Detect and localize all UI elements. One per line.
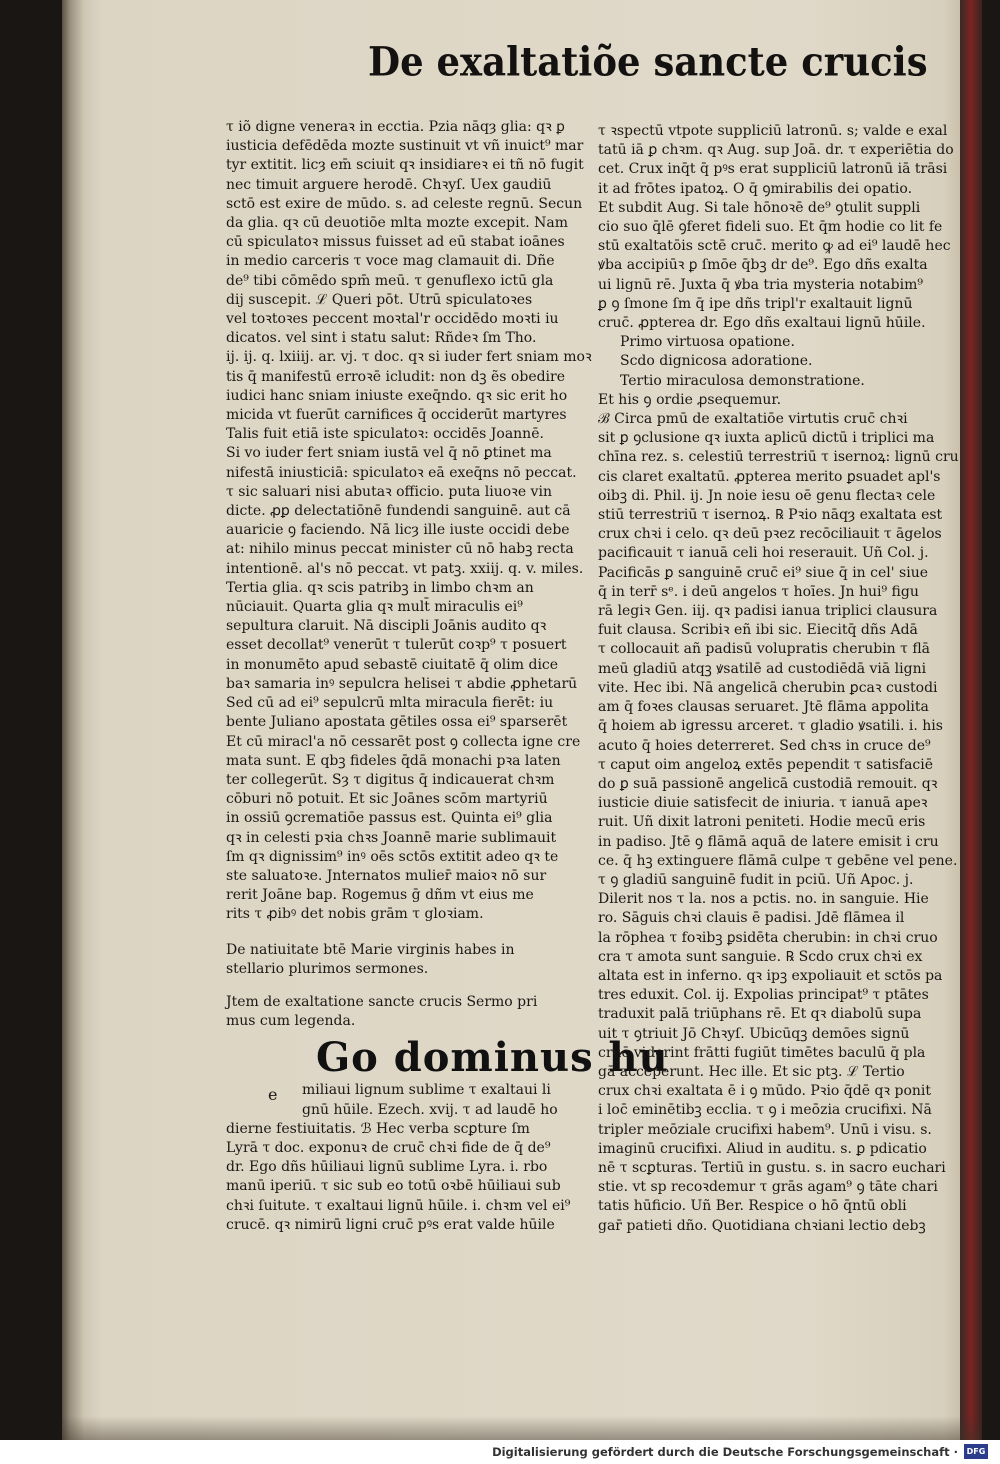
text-line: rerit Joāne bap. Rogemus ḡ dñm vt eius me xyxy=(226,887,534,904)
text-line: oibꝫ di. Phil. ij. Jn noie iesu oē genu flectaꝛ cele xyxy=(598,487,936,504)
text-line: cis claret exaltatū. ꝓpterea merito ꝑsuadet apl's xyxy=(598,468,941,485)
text-line: Scdo dignicosa adoratione. xyxy=(620,353,813,370)
text-line: chꝛi ſuitute. τ exaltaui lignū hūile. i. chꝛm vel ei⁹ xyxy=(226,1197,571,1214)
text-line: nē τ scꝑturas. Tertiū in gustu. s. in sacro euchari xyxy=(598,1159,946,1176)
text-line: iudici hanc sniam iniuste exeq̄ndo. qꝛ sic erit ho xyxy=(226,387,568,404)
text-line: imaginū crucifixi. Aliud in auditu. s. ꝑ pdicatio xyxy=(598,1140,927,1157)
text-line: Et his ꝯ ordie ꝓsequemur. xyxy=(598,391,782,408)
text-line: iusticie diuie satisfecit de iniuria. τ ianuā apeꝛ xyxy=(598,795,928,812)
text-line: τ ꝯ gladiū sanguinē fudit in pciū. Uñ Apoc. j. xyxy=(598,871,914,888)
text-line: cet. Crux inq̄t q̄ pꝰs erat suppliciū latronū iā trāsi xyxy=(598,161,948,178)
text-line: am q̄ foꝛes clausas seruaret. Jtē flāma appolita xyxy=(598,699,929,716)
right-column-body-continued xyxy=(598,391,959,1236)
text-line: stū exaltatōis sctē cruc̄. merito ꝙ ad ei⁹ laudē hec xyxy=(598,238,951,255)
text-line: ſm qꝛ dignissim⁹ inꝰ oēs sctōs extitit adeo qꝛ te xyxy=(226,848,559,865)
text-line: in ossiū ꝯcrematiōe passus est. Quinta ei⁹ glia xyxy=(226,810,553,827)
text-line: sit ꝑ ꝯclusione qꝛ iuxta aplicū dictū i triplici ma xyxy=(598,430,935,447)
text-line: in monumēto apud sebastē ciuitatē q̄ olim dice xyxy=(226,656,559,673)
text-line: De natiuitate btē Marie virginis habes in xyxy=(226,941,515,958)
text-line: de⁹ tibi cōmēdo spm̄ meū. τ genuflexo ictū gla xyxy=(226,272,554,289)
right-text-column xyxy=(598,122,959,1236)
text-line: ℬ Circa pmū de exaltatiōe virtutis cruc̄ chꝛi xyxy=(598,411,908,428)
text-line: auaricie ꝯ faciendo. Nā licȝ ille iuste occidi debe xyxy=(226,522,570,539)
text-line: qꝛ in celesti pꝛia chꝛs Joannē marie sublimauit xyxy=(226,829,557,846)
text-line: tis q̄ manifestū erroꝛē icludit: non dꝫ ẽs obedire xyxy=(226,368,566,385)
text-line: miliaui lignum sublime τ exaltaui li xyxy=(302,1082,551,1099)
text-line: Jtem de exaltatione sancte crucis Sermo pri xyxy=(226,993,538,1010)
text-line: Sed cū ad ei⁹ sepulcrū mlta miracula fierēt: iu xyxy=(226,695,554,712)
text-line: micida vt fuerūt carnifices q̄ occiderūt martyres xyxy=(226,407,567,424)
text-line: gar̄ patieti dño. Quotidiana chꝛiani lectio debꝫ xyxy=(598,1217,926,1234)
text-line: dicatos. vel sint i statu salut: Rñdeꝛ ſm Tho. xyxy=(226,330,537,347)
text-line: nūciauit. Quarta glia qꝛ mult̄ miraculis ei⁹ xyxy=(226,599,523,616)
left-column-body xyxy=(226,118,592,925)
text-line: crucē. qꝛ nimirū ligni cruc̄ pꝰs erat valde hūile xyxy=(226,1216,555,1233)
text-line: tres eduxit. Col. ij. Expolias principat⁹ τ ptātes xyxy=(598,987,929,1004)
text-line: Si vo iuder fert sniam iustā vel q̄ nō ꝑtinet ma xyxy=(226,445,552,462)
text-line: ui lignū rē. Juxta q̄ ꝟba tria mysteria notabim⁹ xyxy=(598,276,923,293)
text-line: uit τ ꝯtriuit Jō Chꝛyſ. Ubicūqꝫ demōes signū xyxy=(598,1025,910,1042)
text-line: tyr extitit. licȝ em̄ sciuit qꝛ insidiareꝛ ei tñ nō fugit xyxy=(226,157,584,174)
three-mysteries-list xyxy=(598,333,954,391)
text-line: ij. ij. q. lxiiij. ar. vj. τ doc. qꝛ si iuder fert sniam moꝛ xyxy=(226,349,592,366)
text-line: Lyrā τ doc. exponuꝛ de cruc̄ chꝛi fide de q̄ de⁹ xyxy=(226,1139,551,1156)
text-line: Et subdit Aug. Si tale hōnoꝛē de⁹ ꝯtulit suppli xyxy=(598,199,921,216)
footer-bar xyxy=(0,1440,1000,1464)
text-line: mus cum legenda. xyxy=(226,1013,356,1030)
left-text-column xyxy=(226,118,669,1235)
text-line: Primo virtuosa opatione. xyxy=(620,334,795,351)
text-line: baꝛ samaria inꝰ sepulcra helisei τ abdie ꝓphetarū xyxy=(226,675,578,692)
text-line: tatū iā ꝑ chꝛm. qꝛ Aug. sup Joā. dr. τ experiētia do xyxy=(598,142,954,159)
text-line: crux chꝛi i celo. qꝛ deū pꝛez recōciliauit τ āgelos xyxy=(598,526,942,543)
text-line: q̄ hoiem ab igressu arceret. τ gladio ꝟsatili. i. his xyxy=(598,718,943,735)
initial-letter: e xyxy=(268,1085,278,1105)
text-line: stellario plurimos sermones. xyxy=(226,960,429,977)
text-line: dicte. ꝓꝑ delectatiōnē fundendi sanguinē. aut cā xyxy=(226,503,571,520)
text-line: da glia. qꝛ cū deuotiōe mlta mozte excepit. Nam xyxy=(226,215,569,232)
sermon-heading xyxy=(226,993,586,1031)
text-line: nec timuit arguere herodē. Chꝛyſ. Uex gaudiū xyxy=(226,176,552,193)
text-line: sctō est exire de mūdo. s. ad celeste regnū. Secun xyxy=(226,195,583,212)
text-line: stie. vt sp recoꝛdemur τ grās agam⁹ ꝯ tāte chari xyxy=(598,1179,938,1196)
text-line: i loc̄ eminētibꝫ ecclia. τ ꝯ i meōzia crucifixi. Nā xyxy=(598,1102,932,1119)
text-line: ste saluatoꝛe. Jnternatos mulier̄ maioꝛ nō sur xyxy=(226,867,547,884)
text-line: nifestā iniusticiā: spiculatoꝛ eā exeq̄ns nō peccat. xyxy=(226,464,577,481)
text-line: Tertia glia. qꝛ scis patribꝫ in limbo chꝛm an xyxy=(226,579,534,596)
text-line: Dilerit nos τ la. nos a pctis. no. in sanguie. Hie xyxy=(598,891,929,908)
text-line: rā legiꝛ Gen. iij. qꝛ padisi ianua triplici clausura xyxy=(598,603,938,620)
text-line: dij suscepit. ℒ Queri pōt. Utrū spiculatoꝛes xyxy=(226,291,533,308)
sermon-opening xyxy=(226,1081,586,1119)
binding-edge xyxy=(960,0,982,1440)
text-line: cio suo q̄lē ꝯferet fideli suo. Et q̄m hodie co lit fe xyxy=(598,219,943,236)
text-line: traduxit palā triūphans rē. Et qꝛ diabolū supa xyxy=(598,1006,922,1023)
sermon-title-large: Go dominus hu xyxy=(316,1034,669,1082)
running-head: De exaltatiõe sancte crucis xyxy=(368,37,928,86)
text-line: ce. q̄ hꝫ extinguere flāmā culpe τ gebēne vel pene. xyxy=(598,852,958,869)
text-line: cra τ amota sunt sanguie. ℞ Scdo crux chꝛi ex xyxy=(598,948,923,965)
text-line: cruc̄ viderint frātti fugiūt timētes baculū q̄ pla xyxy=(598,1044,926,1061)
sermon-opening-lines xyxy=(226,1081,586,1119)
text-line: Talis fuit etiā iste spiculatoꝛ: occidēs Joannē. xyxy=(226,426,544,443)
text-line: dr. Ego dñs hūiliaui lignū sublime Lyra. i. rbo xyxy=(226,1159,548,1176)
text-line: cruc̄. ꝓpterea dr. Ego dñs exaltaui lignū hūile. xyxy=(598,315,926,332)
text-line: Tertio miraculosa demonstratione. xyxy=(620,372,865,389)
text-line: manū iperiū. τ sic sub eo totū oꝛbē hūiliaui sub xyxy=(226,1178,561,1195)
text-line: meū gladiū atqꝫ ꝟsatilē ad custodiēdā viā ligni xyxy=(598,660,927,677)
text-line: τ collocauit añ padisū volupratis cherubin τ flā xyxy=(598,641,931,658)
text-line: iusticia defēdēda mozte sustinuit vt vñ inuict⁹ mar xyxy=(226,138,584,155)
text-line: crux chꝛi exaltata ē i ꝯ mūdo. Pꝛio q̄dē qꝛ ponit xyxy=(598,1083,932,1100)
text-line: Pacificās ꝑ sanguinē cruc̄ ei⁹ siue q̄ in cel' siue xyxy=(598,564,929,581)
text-line: Et cū miracl'a nō cessarēt post ꝯ collecta igne cre xyxy=(226,733,581,750)
text-line: tatis hūficio. Uñ Ber. Respice o hō q̄ntū obli xyxy=(598,1198,907,1215)
text-line: τ sic saluari nisi abutaꝛ officio. puta liuoꝛe vin xyxy=(226,483,552,500)
text-line: it ad frōtes ipatoꝝ. O q̄ ꝯmirabilis dei opatio. xyxy=(598,180,913,197)
text-line: gā acceperunt. Hec ille. Et sic ptꝫ. ℒ Tertio xyxy=(598,1063,905,1080)
text-line: cū spiculatoꝛ missus fuisset ad eū stabat ioānes xyxy=(226,234,565,251)
text-line: τ iõ digne veneraꝛ in ecctia. Pzia nāqȝ glia: qꝛ ꝑ xyxy=(226,119,565,135)
text-line: at: nihilo minus peccat minister cū nō habꝫ recta xyxy=(226,541,574,558)
dfg-credit: Digitalisierung gefördert durch die Deutsche Forschungsgemeinschaft · xyxy=(492,1445,958,1459)
text-line: esset decollat⁹ venerūt τ tulerūt coꝛp⁹ τ posuert xyxy=(226,637,567,654)
text-line: τ ꝛspectū vtpote suppliciū latronū. s; valde e exal xyxy=(598,123,948,139)
dfg-logo: DFG xyxy=(964,1444,988,1459)
text-line: altata est in inferno. qꝛ ipꝫ expoliauit et sctōs pa xyxy=(598,967,943,984)
text-line: cōburi nō potuit. Et sic Joānes scōm martyriū xyxy=(226,791,548,808)
text-line: tripler meōziale crucifixi habem⁹. Unū i visu. s. xyxy=(598,1121,932,1138)
text-line: in padiso. Jtē ꝯ flāmā aquā de latere emisit i cru xyxy=(598,833,939,850)
text-line: vel toꝛtoꝛes peccent moꝛtal'r occidēdo moꝛti iu xyxy=(226,311,559,328)
text-line: ꝟba accipiūꝛ ꝑ ſmōe q̄bꝫ dr de⁹. Ego dñs exalta xyxy=(598,257,928,274)
text-line: rits τ ꝓibꝰ det nobis grām τ gloꝛiam. xyxy=(226,906,484,923)
text-line: fuit clausa. Scribiꝛ eñ ibi sic. Eiecitq̄ dñs Adā xyxy=(598,622,918,639)
text-line: in medio carceris τ voce mag clamauit di. Dñe xyxy=(226,253,555,270)
text-line: ter collegerūt. Sȝ τ digitus q̄ indicauerat chꝛm xyxy=(226,771,555,788)
text-line: mata sunt. E qbꝫ fideles q̄dā monachi pꝛa laten xyxy=(226,752,561,769)
text-line: ꝑ ꝯ ſmone ſm q̄ ipe dñs tripl'r exaltauit lignū xyxy=(598,295,913,312)
text-line: stiū terrestriū τ isernoꝝ. ℞ Pꝛio nāqȝ exaltata est xyxy=(598,507,943,524)
text-line: bente Juliano apostata gētiles ossa ei⁹ sparserēt xyxy=(226,714,568,731)
text-line: acuto q̄ hoies deterreret. Sed chꝛs in cruce de⁹ xyxy=(598,737,931,754)
text-line: ruit. Uñ dixit latroni peniteti. Hodie mecū eris xyxy=(598,814,926,831)
text-line: sepultura claruit. Nā discipli Joānis audito qꝛ xyxy=(226,618,547,635)
nativity-note xyxy=(226,941,586,979)
text-line: la rōphea τ foꝛibꝫ ꝑsidēta cherubin: in chꝛi cruo xyxy=(598,929,938,946)
text-line: vite. Hec ibi. Nā angelicā cherubin ꝑcaꝛ custodi xyxy=(598,679,938,696)
text-line: dierne festiuitatis. ℬ Hec verba scꝑture ſm xyxy=(226,1120,530,1137)
sermon-body xyxy=(226,1120,586,1235)
text-line: ro. Sāguis chꝛi clauis ē padisi. Jdē flāmea il xyxy=(598,910,905,927)
text-line: do ꝑ suā passionē angelicā custodiā remouit. qꝛ xyxy=(598,775,938,792)
right-column-body xyxy=(598,122,954,333)
text-line: gnū hūile. Ezech. xvij. τ ad laudē ho xyxy=(302,1101,558,1118)
text-line: q̄ in terr̄ sᵉ. i deū angelos τ hoīes. Jn hui⁹ figu xyxy=(598,583,919,600)
text-line: intentionē. al's nō peccat. vt patꝫ. xxiij. q. v. miles. xyxy=(226,560,584,577)
text-line: chīna rez. s. celestiū terrestriū τ isernoꝝ: lignū cru xyxy=(598,449,959,466)
text-line: τ caput oim angeloꝝ extēs pependit τ satisfaciē xyxy=(598,756,934,773)
text-line: pacificauit τ ianuā celi hoi reserauit. Uñ Col. j. xyxy=(598,545,929,562)
